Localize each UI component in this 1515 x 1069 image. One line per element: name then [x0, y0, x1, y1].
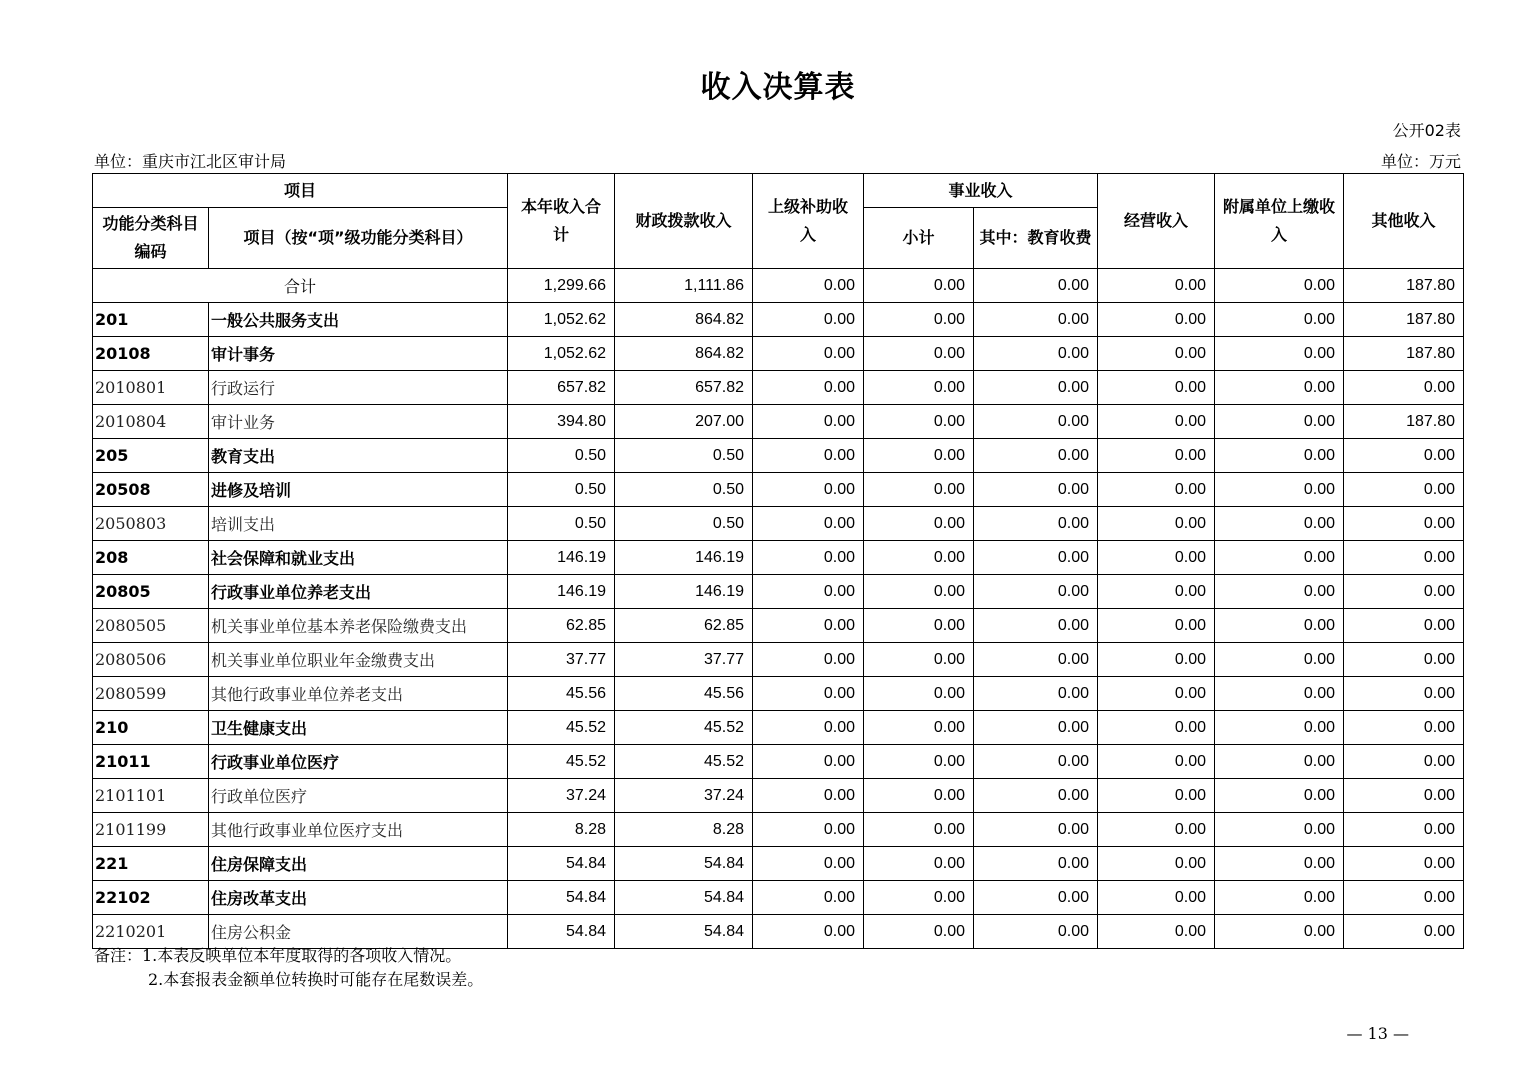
- row-value: 0.00: [1215, 915, 1344, 949]
- notes: [94, 944, 483, 992]
- table-row: [93, 303, 1464, 337]
- total-value: 0.00: [974, 269, 1098, 303]
- row-name: 住房保障支出: [209, 847, 508, 881]
- row-name: 机关事业单位职业年金缴费支出: [209, 643, 508, 677]
- row-value: 0.00: [1215, 575, 1344, 609]
- row-value: 146.19: [615, 575, 753, 609]
- row-value: 0.00: [974, 473, 1098, 507]
- row-value: 37.77: [615, 643, 753, 677]
- table-row: [93, 847, 1464, 881]
- row-value: 0.00: [1098, 303, 1215, 337]
- row-value: 0.00: [864, 643, 974, 677]
- row-value: 0.00: [1215, 507, 1344, 541]
- row-value: 0.00: [753, 507, 864, 541]
- row-value: 0.50: [508, 473, 615, 507]
- row-value: 0.00: [1098, 405, 1215, 439]
- row-code: 22102: [93, 881, 209, 915]
- row-value: 0.00: [864, 915, 974, 949]
- row-value: 0.00: [974, 915, 1098, 949]
- row-value: 0.00: [1344, 371, 1464, 405]
- table-row: [93, 541, 1464, 575]
- row-value: 37.24: [615, 779, 753, 813]
- table-row: [93, 711, 1464, 745]
- header-affiliated: 附属单位上缴收入: [1215, 174, 1344, 269]
- row-value: 45.52: [615, 745, 753, 779]
- table-row: [93, 575, 1464, 609]
- row-value: 394.80: [508, 405, 615, 439]
- row-value: 0.00: [753, 813, 864, 847]
- row-value: 0.00: [1098, 779, 1215, 813]
- row-code: 2101199: [93, 813, 209, 847]
- row-value: 0.00: [1098, 575, 1215, 609]
- row-value: 657.82: [615, 371, 753, 405]
- total-value: 0.00: [1098, 269, 1215, 303]
- row-value: 0.00: [864, 303, 974, 337]
- header-project: 项目: [93, 174, 508, 208]
- row-value: 0.00: [1344, 575, 1464, 609]
- row-value: 0.00: [1344, 643, 1464, 677]
- row-value: 0.00: [753, 643, 864, 677]
- row-value: 0.00: [1098, 677, 1215, 711]
- row-value: 0.00: [1098, 915, 1215, 949]
- row-value: 0.00: [974, 575, 1098, 609]
- row-value: 0.00: [1215, 847, 1344, 881]
- row-value: 0.00: [1098, 745, 1215, 779]
- row-value: 207.00: [615, 405, 753, 439]
- row-value: 0.00: [1344, 813, 1464, 847]
- header-subtotal: 小计: [864, 208, 974, 269]
- row-value: 0.50: [615, 439, 753, 473]
- row-value: 0.00: [1098, 439, 1215, 473]
- row-value: 0.00: [864, 711, 974, 745]
- row-value: 0.00: [864, 745, 974, 779]
- total-value: 1,111.86: [615, 269, 753, 303]
- row-value: 0.00: [1215, 337, 1344, 371]
- row-code: 2010801: [93, 371, 209, 405]
- row-value: 0.00: [974, 677, 1098, 711]
- header-business-income: 事业收入: [864, 174, 1098, 208]
- row-value: 54.84: [615, 881, 753, 915]
- row-value: 0.00: [974, 541, 1098, 575]
- row-value: 0.00: [1215, 745, 1344, 779]
- table-row: [93, 609, 1464, 643]
- row-name: 卫生健康支出: [209, 711, 508, 745]
- row-value: 0.00: [753, 439, 864, 473]
- table-row: [93, 405, 1464, 439]
- row-value: 0.00: [753, 405, 864, 439]
- row-code: 2101101: [93, 779, 209, 813]
- row-name: 机关事业单位基本养老保险缴费支出: [209, 609, 508, 643]
- row-value: 0.00: [864, 439, 974, 473]
- row-value: 0.00: [1215, 473, 1344, 507]
- header-other: 其他收入: [1344, 174, 1464, 269]
- row-name: 行政事业单位养老支出: [209, 575, 508, 609]
- row-value: 0.00: [1215, 711, 1344, 745]
- row-value: 0.00: [864, 609, 974, 643]
- row-value: 0.00: [974, 439, 1098, 473]
- row-value: 0.00: [1098, 813, 1215, 847]
- row-value: 0.00: [1344, 507, 1464, 541]
- row-value: 146.19: [615, 541, 753, 575]
- row-value: 146.19: [508, 541, 615, 575]
- row-value: 0.00: [753, 609, 864, 643]
- total-row: [93, 269, 1464, 303]
- organization-label: 单位：重庆市江北区审计局: [94, 152, 287, 171]
- row-value: 54.84: [615, 847, 753, 881]
- row-value: 0.00: [864, 507, 974, 541]
- row-value: 864.82: [615, 337, 753, 371]
- header-total-income: 本年收入合计: [508, 174, 615, 269]
- row-value: 54.84: [508, 847, 615, 881]
- table-row: [93, 745, 1464, 779]
- row-code: 21011: [93, 745, 209, 779]
- row-value: 45.52: [615, 711, 753, 745]
- row-value: 0.00: [1098, 473, 1215, 507]
- row-value: 0.00: [1098, 711, 1215, 745]
- header-education-fee: 其中：教育收费: [974, 208, 1098, 269]
- row-name: 行政单位医疗: [209, 779, 508, 813]
- row-value: 0.00: [974, 371, 1098, 405]
- row-value: 0.00: [1215, 541, 1344, 575]
- row-name: 其他行政事业单位医疗支出: [209, 813, 508, 847]
- table-row: [93, 677, 1464, 711]
- row-value: 0.00: [974, 303, 1098, 337]
- row-value: 54.84: [508, 915, 615, 949]
- row-value: 0.00: [1344, 711, 1464, 745]
- row-value: 37.77: [508, 643, 615, 677]
- row-value: 54.84: [615, 915, 753, 949]
- row-name: 社会保障和就业支出: [209, 541, 508, 575]
- row-value: 45.52: [508, 711, 615, 745]
- row-value: 864.82: [615, 303, 753, 337]
- table-row: [93, 813, 1464, 847]
- row-name: 教育支出: [209, 439, 508, 473]
- table-row: [93, 337, 1464, 371]
- row-value: 0.00: [864, 405, 974, 439]
- row-value: 0.00: [1215, 779, 1344, 813]
- row-value: 45.52: [508, 745, 615, 779]
- row-code: 2210201: [93, 915, 209, 949]
- total-value: 0.00: [1215, 269, 1344, 303]
- row-name: 行政事业单位医疗: [209, 745, 508, 779]
- row-value: 8.28: [508, 813, 615, 847]
- row-name: 审计事务: [209, 337, 508, 371]
- row-value: 0.00: [864, 677, 974, 711]
- row-value: 0.00: [1344, 745, 1464, 779]
- row-value: 0.50: [508, 439, 615, 473]
- income-statement-table: [92, 173, 1464, 949]
- row-code: 2050803: [93, 507, 209, 541]
- row-value: 0.00: [753, 779, 864, 813]
- table-row: [93, 439, 1464, 473]
- row-value: 0.00: [864, 779, 974, 813]
- row-value: 0.00: [864, 847, 974, 881]
- row-value: 0.00: [753, 745, 864, 779]
- row-value: 62.85: [615, 609, 753, 643]
- row-value: 0.00: [1098, 609, 1215, 643]
- total-label: 合计: [93, 269, 508, 303]
- row-value: 1,052.62: [508, 303, 615, 337]
- row-value: 0.00: [1344, 439, 1464, 473]
- row-value: 0.00: [974, 779, 1098, 813]
- table-row: [93, 643, 1464, 677]
- row-value: 0.00: [1098, 643, 1215, 677]
- header-operating: 经营收入: [1098, 174, 1215, 269]
- row-value: 0.00: [1344, 779, 1464, 813]
- row-value: 0.00: [974, 711, 1098, 745]
- row-value: 0.50: [508, 507, 615, 541]
- row-name: 行政运行: [209, 371, 508, 405]
- row-value: 37.24: [508, 779, 615, 813]
- row-value: 0.00: [1344, 541, 1464, 575]
- row-value: 0.00: [864, 881, 974, 915]
- row-value: 0.00: [753, 541, 864, 575]
- row-value: 0.00: [753, 303, 864, 337]
- row-value: 0.00: [864, 813, 974, 847]
- row-value: 54.84: [508, 881, 615, 915]
- row-value: 0.00: [1344, 915, 1464, 949]
- row-name: 住房公积金: [209, 915, 508, 949]
- row-code: 208: [93, 541, 209, 575]
- page-number: — 13 —: [1346, 1024, 1409, 1043]
- row-value: 0.00: [1215, 677, 1344, 711]
- row-value: 0.00: [753, 881, 864, 915]
- row-value: 0.00: [753, 915, 864, 949]
- row-value: 0.00: [1098, 507, 1215, 541]
- row-value: 0.00: [864, 473, 974, 507]
- row-name: 其他行政事业单位养老支出: [209, 677, 508, 711]
- row-value: 0.00: [1215, 303, 1344, 337]
- row-value: 0.00: [1215, 371, 1344, 405]
- row-value: 0.00: [1098, 541, 1215, 575]
- row-value: 0.00: [974, 813, 1098, 847]
- row-code: 20108: [93, 337, 209, 371]
- row-value: 0.00: [753, 575, 864, 609]
- note-line-2: 2.本套报表金额单位转换时可能存在尾数误差。: [148, 970, 484, 989]
- row-value: 0.00: [974, 609, 1098, 643]
- row-value: 0.00: [974, 881, 1098, 915]
- row-code: 2080599: [93, 677, 209, 711]
- row-value: 0.00: [753, 711, 864, 745]
- row-name: 进修及培训: [209, 473, 508, 507]
- page-title: 收入决算表: [700, 70, 856, 105]
- row-value: 0.00: [1098, 847, 1215, 881]
- row-value: 0.00: [974, 847, 1098, 881]
- row-code: 2080505: [93, 609, 209, 643]
- total-value: 1,299.66: [508, 269, 615, 303]
- row-value: 0.00: [974, 337, 1098, 371]
- row-value: 45.56: [615, 677, 753, 711]
- row-value: 0.00: [1344, 609, 1464, 643]
- total-value: 0.00: [753, 269, 864, 303]
- row-code: 20508: [93, 473, 209, 507]
- row-code: 201: [93, 303, 209, 337]
- row-value: 0.00: [753, 371, 864, 405]
- row-name: 住房改革支出: [209, 881, 508, 915]
- row-value: 0.00: [864, 337, 974, 371]
- row-name: 审计业务: [209, 405, 508, 439]
- header-project-name: 项目（按“项”级功能分类科目）: [209, 208, 508, 269]
- row-value: 0.00: [864, 371, 974, 405]
- row-value: 0.00: [753, 847, 864, 881]
- row-value: 0.00: [1344, 473, 1464, 507]
- row-value: 0.00: [1098, 881, 1215, 915]
- row-value: 0.00: [1344, 847, 1464, 881]
- table-row: [93, 779, 1464, 813]
- row-value: 0.00: [864, 575, 974, 609]
- row-value: 0.50: [615, 507, 753, 541]
- note-line-1: 备注：1.本表反映单位本年度取得的各项收入情况。: [94, 946, 462, 965]
- row-value: 0.00: [753, 677, 864, 711]
- row-value: 0.00: [1215, 643, 1344, 677]
- row-value: 0.00: [974, 405, 1098, 439]
- row-code: 2010804: [93, 405, 209, 439]
- row-value: 1,052.62: [508, 337, 615, 371]
- table-row: [93, 881, 1464, 915]
- row-value: 0.00: [974, 643, 1098, 677]
- row-value: 146.19: [508, 575, 615, 609]
- header-func-code: 功能分类科目编码: [93, 208, 209, 269]
- row-value: 45.56: [508, 677, 615, 711]
- row-name: 培训支出: [209, 507, 508, 541]
- row-value: 0.00: [974, 507, 1098, 541]
- row-value: 0.00: [1215, 813, 1344, 847]
- row-value: 0.00: [753, 337, 864, 371]
- row-value: 0.00: [974, 745, 1098, 779]
- table-row: [93, 507, 1464, 541]
- row-value: 0.00: [1215, 439, 1344, 473]
- row-value: 187.80: [1344, 405, 1464, 439]
- total-value: 187.80: [1344, 269, 1464, 303]
- row-value: 0.00: [1098, 371, 1215, 405]
- table-row: [93, 371, 1464, 405]
- row-value: 0.50: [615, 473, 753, 507]
- row-value: 0.00: [1344, 677, 1464, 711]
- unit-label: 单位：万元: [1380, 152, 1461, 171]
- row-value: 0.00: [1098, 337, 1215, 371]
- row-value: 0.00: [1215, 609, 1344, 643]
- header-superior-subsidy: 上级补助收入: [753, 174, 864, 269]
- row-value: 8.28: [615, 813, 753, 847]
- row-value: 0.00: [1215, 405, 1344, 439]
- total-value: 0.00: [864, 269, 974, 303]
- row-value: 0.00: [1344, 881, 1464, 915]
- row-code: 205: [93, 439, 209, 473]
- row-value: 0.00: [1215, 881, 1344, 915]
- row-name: 一般公共服务支出: [209, 303, 508, 337]
- row-code: 20805: [93, 575, 209, 609]
- row-value: 0.00: [864, 541, 974, 575]
- row-code: 2080506: [93, 643, 209, 677]
- row-value: 657.82: [508, 371, 615, 405]
- row-value: 187.80: [1344, 303, 1464, 337]
- form-code: 公开02表: [1392, 121, 1461, 140]
- row-code: 221: [93, 847, 209, 881]
- table-row: [93, 473, 1464, 507]
- header-fiscal: 财政拨款收入: [615, 174, 753, 269]
- row-value: 62.85: [508, 609, 615, 643]
- row-value: 0.00: [753, 473, 864, 507]
- row-code: 210: [93, 711, 209, 745]
- row-value: 187.80: [1344, 337, 1464, 371]
